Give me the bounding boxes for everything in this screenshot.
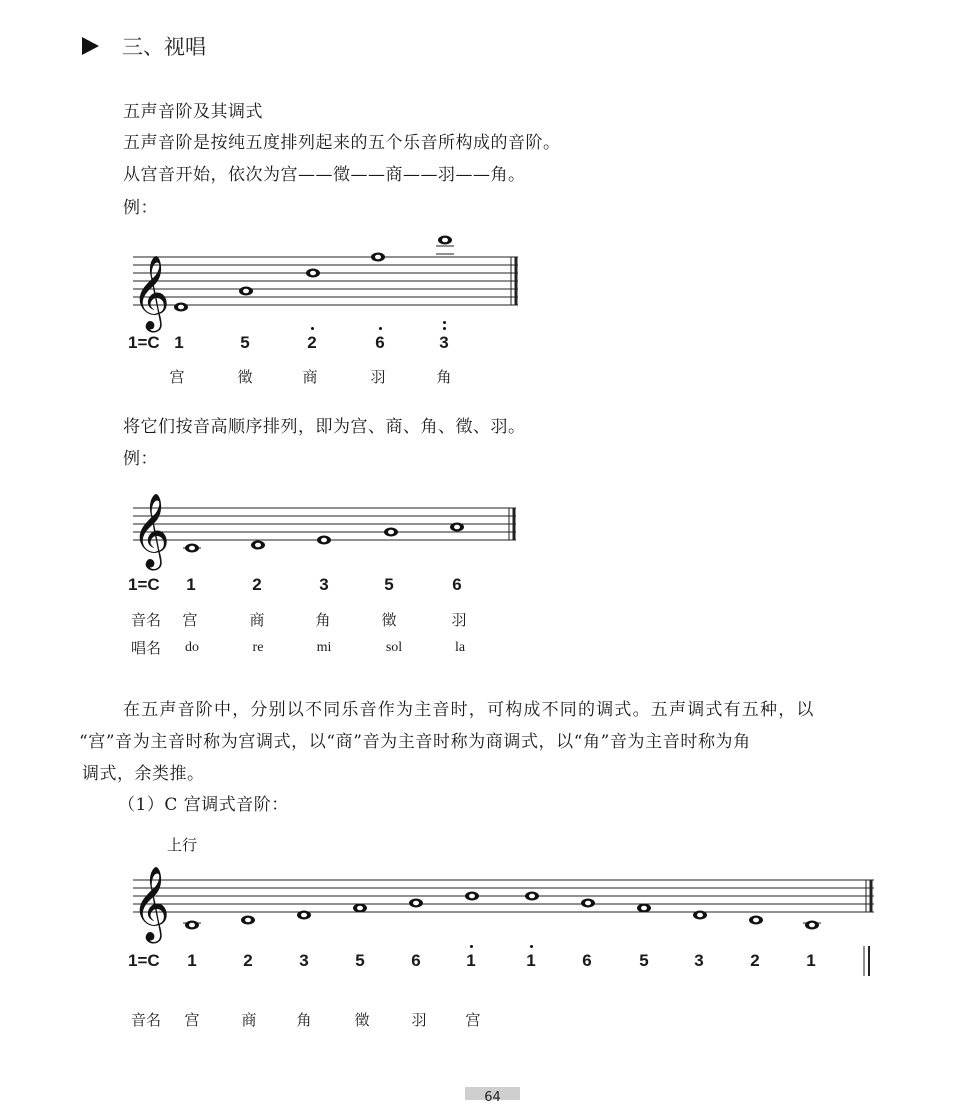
note-3 bbox=[317, 536, 331, 545]
octave-dot bbox=[470, 945, 473, 948]
pitch-name: 宫 bbox=[169, 368, 185, 386]
octave-dot bbox=[311, 327, 314, 330]
sing-name-label: 唱名 bbox=[131, 639, 162, 657]
octave-dot bbox=[379, 327, 382, 330]
note-2 bbox=[749, 916, 763, 925]
degree: 3 bbox=[319, 575, 329, 594]
degree: 6 bbox=[582, 951, 592, 970]
treble-clef-icon: 𝄞 bbox=[132, 494, 170, 568]
note-2 bbox=[241, 916, 255, 925]
example-label-2: 例： bbox=[123, 449, 158, 469]
solfege: sol bbox=[385, 640, 403, 655]
note-1-high bbox=[525, 892, 539, 901]
pitch-name: 徵 bbox=[381, 611, 397, 629]
note-6 bbox=[409, 899, 423, 908]
key-signature: 1=C bbox=[128, 333, 160, 352]
pitch-name: 羽 bbox=[411, 1011, 427, 1029]
solfege: re bbox=[252, 640, 264, 655]
pitch-name-label: 音名 bbox=[131, 1011, 162, 1029]
note-6 bbox=[450, 523, 464, 532]
degree: 2 bbox=[252, 575, 262, 594]
note-3 bbox=[693, 911, 707, 920]
note-1 bbox=[185, 921, 199, 930]
degree: 3 bbox=[299, 951, 309, 970]
pitch-name: 徵 bbox=[237, 368, 253, 386]
degree: 3 bbox=[439, 333, 449, 352]
octave-dot bbox=[530, 945, 533, 948]
key-signature: 1=C bbox=[128, 951, 160, 970]
solfege: la bbox=[454, 640, 466, 655]
note-5 bbox=[384, 528, 398, 537]
degree: 5 bbox=[240, 333, 250, 352]
staff-1 bbox=[133, 246, 518, 305]
degree: 5 bbox=[639, 951, 649, 970]
page-number: 64 bbox=[484, 1090, 501, 1105]
note-1-high bbox=[465, 892, 479, 901]
degree: 6 bbox=[452, 575, 462, 594]
example-label-1: 例： bbox=[123, 198, 158, 218]
pitch-name: 羽 bbox=[451, 611, 467, 629]
pitch-name: 徵 bbox=[354, 1011, 370, 1029]
degree: 2 bbox=[307, 333, 317, 352]
paragraph-line-2: “宫”音为主音时称为宫调式，以“商”音为主音时称为商调式，以“角”音为主音时称为角 bbox=[79, 732, 751, 752]
section-title: 三、视唱 bbox=[122, 35, 206, 59]
pitch-name: 商 bbox=[302, 368, 318, 386]
note-6 bbox=[371, 253, 385, 262]
degree: 6 bbox=[375, 333, 385, 352]
pitch-name: 宫 bbox=[182, 611, 198, 629]
octave-dot bbox=[443, 327, 446, 330]
note-5 bbox=[239, 287, 253, 296]
pitch-name: 角 bbox=[296, 1011, 312, 1029]
intro-line-1: 五声音阶是按纯五度排列起来的五个乐音所构成的音阶。 bbox=[123, 133, 561, 153]
pitch-name-label: 音名 bbox=[131, 611, 162, 629]
degree: 1 bbox=[186, 575, 196, 594]
subtitle: 五声音阶及其调式 bbox=[123, 102, 263, 122]
pitch-name: 宫 bbox=[465, 1011, 481, 1029]
note-3 bbox=[297, 911, 311, 920]
pitch-name: 角 bbox=[315, 611, 331, 629]
treble-clef-icon: 𝄞 bbox=[132, 256, 170, 330]
degree: 1 bbox=[466, 951, 476, 970]
pitch-name: 角 bbox=[436, 368, 452, 386]
degree: 2 bbox=[243, 951, 253, 970]
direction-label: 上行 bbox=[167, 836, 198, 854]
note-2 bbox=[251, 541, 265, 550]
degree: 1 bbox=[526, 951, 536, 970]
pitch-name: 宫 bbox=[184, 1011, 200, 1029]
pitch-name: 商 bbox=[241, 1011, 257, 1029]
key-signature: 1=C bbox=[128, 575, 160, 594]
pitch-name: 商 bbox=[249, 611, 265, 629]
note-1 bbox=[174, 303, 188, 312]
octave-dot bbox=[443, 321, 446, 324]
degree: 1 bbox=[806, 951, 816, 970]
mode-heading: （1）C 宫调式音阶： bbox=[118, 795, 289, 815]
middle-line: 将它们按音高顺序排列，即为宫、商、角、徵、羽。 bbox=[123, 417, 526, 437]
pitch-name: 羽 bbox=[370, 368, 386, 386]
note-5 bbox=[637, 904, 651, 913]
note-1 bbox=[805, 921, 819, 930]
note-6 bbox=[581, 899, 595, 908]
note-5 bbox=[353, 904, 367, 913]
solfege: do bbox=[185, 640, 199, 655]
degree: 3 bbox=[694, 951, 704, 970]
paragraph-line-1: 在五声音阶中，分别以不同乐音作为主音时，可构成不同的调式。五声调式有五种，以 bbox=[123, 700, 815, 720]
degree: 2 bbox=[750, 951, 760, 970]
note-1 bbox=[185, 544, 199, 553]
intro-line-2: 从宫音开始，依次为宫——徵——商——羽——角。 bbox=[123, 165, 526, 185]
degree: 5 bbox=[384, 575, 394, 594]
treble-clef-icon: 𝄞 bbox=[132, 867, 170, 941]
degree: 5 bbox=[355, 951, 365, 970]
degree: 6 bbox=[411, 951, 421, 970]
note-2 bbox=[306, 269, 320, 278]
degree: 1 bbox=[187, 951, 197, 970]
paragraph-line-3: 调式，余类推。 bbox=[82, 764, 205, 784]
degree: 1 bbox=[174, 333, 184, 352]
solfege: mi bbox=[316, 640, 332, 655]
note-3 bbox=[438, 236, 452, 245]
